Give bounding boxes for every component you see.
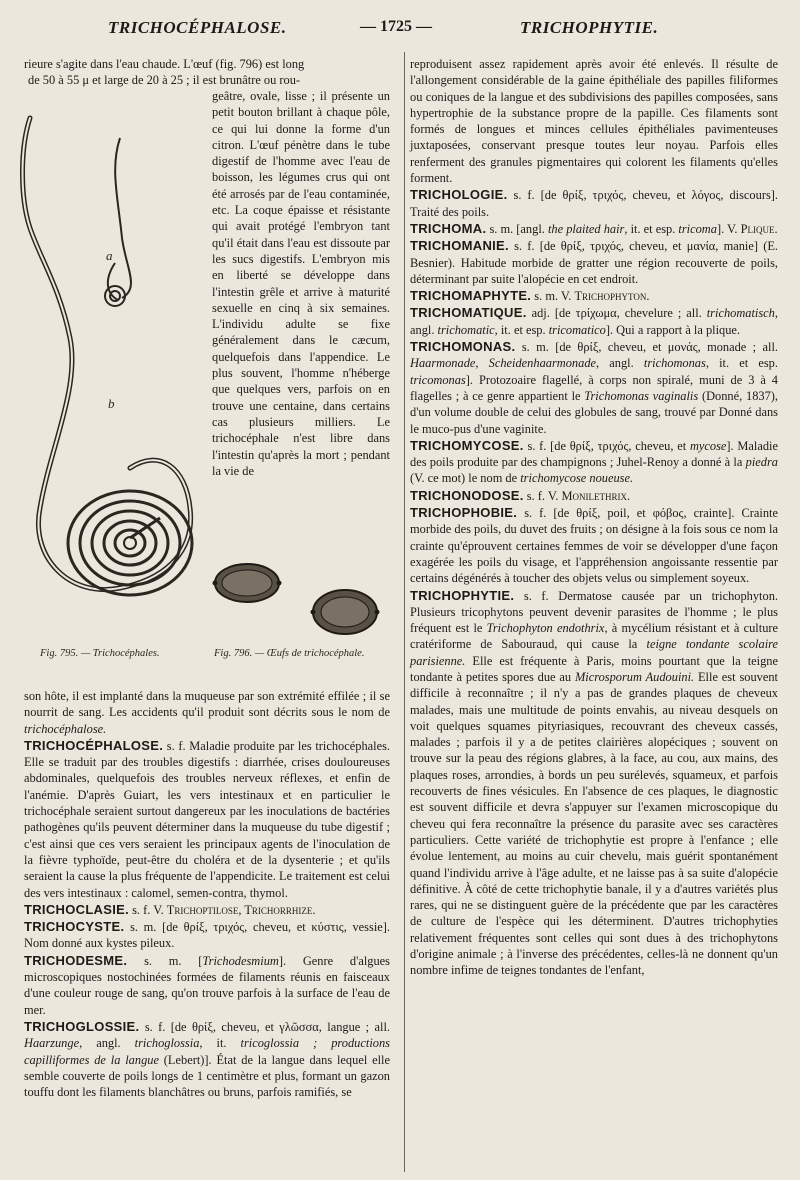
entry-trichocyste: TRICHOCYSTE. s. m. [de θρίξ, τριχός, cheveu, et κύστις, vessie]. Nom donné aux kystes pileux. [24,919,390,951]
entry-trichomonas: TRICHOMONAS. s. m. [de θρίξ, cheveu, et μονάς, monade ; all. Haarmonade, Scheidenhaarmonade, angl. trichomonas, it. et esp. tricomonas]. Protozoaire flagellé, à corps non spiralé, muni de 3 à 4 flagelles ; à ce genre appartient le Trichomonas vaginalis (Donné, 1837), d'un volume double de celui des globules de sang, trouvé par Donné dans le muco-pus d'une vaginite. [410,339,778,436]
egg-illustration-2 [310,586,380,638]
headword: TRICHOPHYTIE. [410,587,515,603]
headword: TRICHOMANIE. [410,238,509,254]
left-column-bottom [24,688,390,1100]
entry-trichoglossie: TRICHOGLOSSIE. s. f. [de θρίξ, cheveu, et γλῶσσα, langue ; all. Haarzunge, angl. trichoglossia, it. tricoglossia ; productions capilliformes de la langue (Lebert)]. État de la langue dans lequel elle semble couverte de poils longs de 1 centimètre et plus, formant un gazon touffu dont les filaments blanchâtres ou bruns, parfois ramifiés, se [24,1018,390,1100]
worm-illustration [10,88,210,648]
headword: TRICHOMAPHYTE. [410,288,532,304]
small-worm [105,138,131,306]
headword: TRICHOLOGIE. [410,187,508,203]
text-line: de 50 à 55 μ et large de 20 à 25 ; il est brunâtre ou rou- [28,73,301,88]
headword: TRICHODESME. [24,952,128,968]
headword: TRICHOMATIQUE. [410,305,527,321]
entry-trichodesme: TRICHODESME. s. m. [Trichodesmium]. Genre d'algues microscopiques nostochinées formées de filaments réunis en faisceaux d'une couleur rouge de sang, qu'on trouve parfois à la surface de l'eau de mer. [24,952,390,1017]
text-line: rieure s'agite dans l'eau chaude. L'œuf (fig. 796) est long [24,57,305,71]
headword: TRICHOCÉPHALOSE. [24,737,164,753]
headword: TRICHOMONAS. [410,339,516,355]
entry-trichomycose: TRICHOMYCOSE. s. f. [de θρίξ, τριχός, cheveu, et mycose]. Maladie des poils produite par des champignons ; Juhel-Renoy a donné à la piedra (V. ce mot) le nom de trichomycose noueuse. [410,437,778,486]
entry-trichomanie: TRICHOMANIE. s. f. [de θρίξ, τριχός, cheveu, et μανία, manie] (E. Besnier). Habitude morbide de gratter une région recouverte de poils, déterminant par suite l'alopécie en cet endroit. [410,238,778,286]
headword: TRICHOCLASIE. [24,901,130,917]
entry-trichomaphyte: TRICHOMAPHYTE. s. m. V. Trichophyton. [410,288,650,304]
right-column [410,56,778,979]
page-number: — 1725 — [360,18,432,35]
column-divider [404,52,405,1172]
entry-trichologie: TRICHOLOGIE. s. f. [de θρίξ, τριχός, cheveu, et λόγος, discours]. Traité des poils. [410,187,778,219]
worm-coil [68,491,192,595]
entry-trichophytie: TRICHOPHYTIE. s. f. Dermatose causée par un trichophyton. Plusieurs tricophytons peuvent devenir parasites de l'homme ; le plus fréquent est le Trichophyton endothrix, à mycélium résistant et à culture cratériforme de Sabouraud, qui cause la teigne tondante scolaire parisienne. Elle est fréquente à Paris, moins pourtant que la teigne tondante à petites spores due au Microsporum Audouini. Elle est souvent difficile à reconnaître ; il n'y a pas de grandes plaques de cheveux malades, mais une multitude de points envahis, au niveau desquels on voit quelques squames pityriasiques, recouvrant des cheveux cassés, malades ; parfois il y a de petites clairières alopéciques ; souvent on trouve sur la peau des régions glabres, à la face, au cou, aux mains, des plaques roses, arrondies, à bords un peu surélevés, squameux, et parfois recouverts de fines vésicules. En l'absence de ces plaques, le diagnostic est souvent difficile et devra s'appuyer sur l'examen microscopique du cheveu qui fera reconnaître la présence du parasite avec ses caractères particuliers. Cette variété de trichophytie est propre à l'enfance ; elle évolue lentement, au moins au cuir chevelu, mais guérit spontanément quand l'individu arrive à l'âge adulte, et ne laisse pas à sa suite d'alopécie définitive. À côté de cette trichophytie banale, il y a d'autres variétés plus rares, qui ne se distinguent guère de la précédente que par les caractères de culture de l'espèce qui les déterminent. D'autres trichophyties relativement fréquentes sont celles qui sont dues à des trichophytons d'origine animale ; à l'inverse des précédentes, celles-là ne donnent qu'un nombre infime de teignes tondantes de l'enfant, [410,587,779,978]
headword: TRICHOPHOBIE. [410,505,518,521]
figure-795-caption: Fig. 795. — Trichocéphales. [40,648,160,659]
entry-trichonodose: TRICHONODOSE. s. f. V. Monilethrix. [410,487,631,503]
paragraph: reproduisent assez rapidement après avoir été enlevés. Il résulte de l'allongement considérable de la gaine épithéliale des papilles filiformes ou coniques de la langue et des subdivisions des papilles composées, sans hypertrophie de la substance propre de la papille. Ces filaments sont formés de longues et minces cellules épithéliales pavimenteuses juxtaposées, conservant presque toutes leur noyau. Parfois elles renferment des granules pigmentaires qui colorent les filaments qu'elles forment. [410,57,778,186]
entry-trichocephalose: TRICHOCÉPHALOSE. s. f. Maladie produite par les trichocéphales. Elle se traduit par des troubles digestifs : diarrhée, crises douloureuses abdominales, quelquefois des troubles nerveux réflexes, et enfin de l'anémie. D'après Guiart, les vers intestinaux et en particulier le trichocéphale seraient surtout dangereux par les inoculations de bactéries pathogènes qu'ils peuvent déterminer dans la muqueuse du tube digestif ; c'est ainsi que ces vers seraient les principaux agents de l'inoculation de la fièvre typhoïde, peut-être du choléra et de la dysenterie ; et qu'ils seraient la cause la plus fréquente de l'appendicite. Le traitement est celui des vers intestinaux : calomel, semen-contra, thymol. [24,737,390,900]
header-left-term: TRICHOCÉPHALOSE. [108,18,287,37]
entry-trichoma: TRICHOMA. s. m. [angl. the plaited hair, it. et esp. tricoma]. V. Plique. [410,220,778,236]
left-column-top [24,56,400,89]
headword: TRICHOMYCOSE. [410,437,524,453]
running-header [0,18,800,44]
entry-trichoclasie: TRICHOCLASIE. s. f. V. Trichoptilose, Trichorrhize. [24,901,316,917]
headword: TRICHOCYSTE. [24,919,125,935]
figure-label-b: b [108,396,115,411]
figure-795-trichocephales [10,88,210,648]
figure-label-a: a [106,248,113,263]
headword: TRICHONODOSE. [410,487,524,503]
headword: TRICHOMA. [410,220,487,236]
left-column-wrap-text [212,88,390,479]
header-right-term: TRICHOPHYTIE. [520,18,659,37]
paragraph: geâtre, ovale, lisse ; il présente un petit bouton brillant à chaque pôle, ce qui lui donne la forme d'un citron. L'œuf pénètre dans le tube digestif de l'homme avec l'eau de boisson, les légumes crus qui ont été arrosés par de l'eau contaminée, etc. La coque épaisse et résistante qui avait protégé l'embryon tant qu'il était dans l'eau est dissoute par les sucs digestifs. L'embryon mis en liberté se développe dans l'intestin grêle et arrive à maturité sexuelle en cinq à six semaines. L'individu adulte se fixe généralement dans le cæcum, quelquefois dans l'appendice. Le plus souvent, l'homme n'héberge que quelques vers, parfois on en trouve une centaine, dans certains cas plusieurs milliers. Le trichocéphale n'est libre dans l'intestin qu'après la mort ; pendant la vie de [212,89,390,478]
figure-796-caption: Fig. 796. — Œufs de trichocéphale. [214,648,365,659]
entry-trichophobie: TRICHOPHOBIE. s. f. [de θρίξ, poil, et φόβος, crainte]. Crainte morbide des poils, du duvet des fruits ; on désigne à la fois sous ce nom la crainte qu'éprouvent certaines femmes de voir se développer d'une façon exagérée les poils du visage, et l'appréhension angoissante ressentie par certains dégénérés à toucher des objets velus ou simplement soyeux. [410,505,778,586]
entry-trichomatique: TRICHOMATIQUE. adj. [de τρίχωμα, chevelure ; all. trichomatisch, angl. trichomatic, it. et esp. tricomatico]. Qui a rapport à la plique. [410,305,778,337]
headword: TRICHOGLOSSIE. [24,1018,140,1034]
egg-illustration-1 [212,560,282,606]
paragraph: son hôte, il est implanté dans la muqueuse par son extrémité effilée ; il se nourrit de sang. Les accidents qu'il produit sont décrits sous le nom de trichocéphalose. [24,689,390,736]
